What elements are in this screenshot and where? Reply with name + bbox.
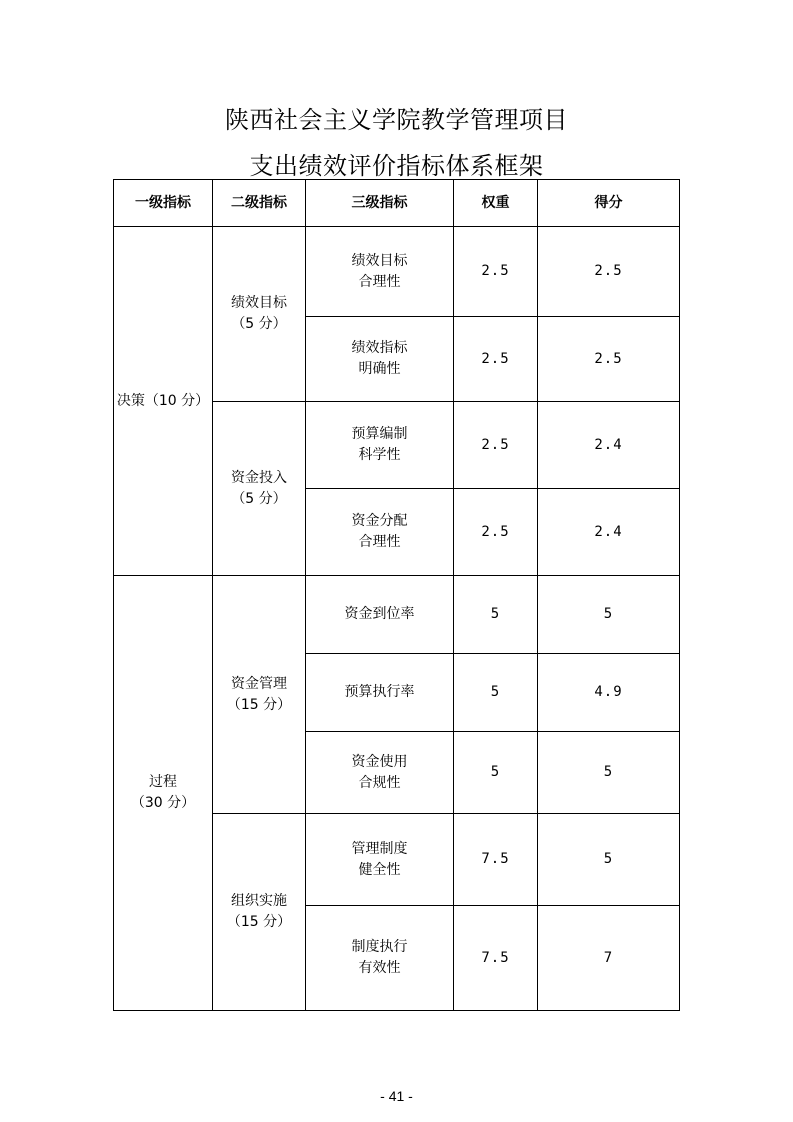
header-weight: 权重 xyxy=(454,180,538,227)
level2-points: （15 分） xyxy=(226,696,292,713)
score-cell: 4.9 xyxy=(538,654,680,732)
evaluation-table xyxy=(113,179,680,1011)
level2-points: （5 分） xyxy=(231,490,287,507)
level2-cell-fund-management xyxy=(213,576,306,814)
level2-cell-funding-input xyxy=(213,402,306,576)
level2-label: 绩效目标 xyxy=(231,295,287,311)
level3-cell xyxy=(306,489,454,576)
level1-cell-process xyxy=(114,576,213,1011)
level2-label: 资金投入 xyxy=(231,469,287,486)
level3-label: 资金使用 xyxy=(351,753,408,770)
weight-cell: 7.5 xyxy=(454,814,538,906)
weight-cell: 2.5 xyxy=(454,402,538,489)
level3-cell xyxy=(306,317,454,402)
score-cell: 5 xyxy=(538,576,680,654)
level3-label-cont: 合规性 xyxy=(358,774,401,791)
score-cell: 5 xyxy=(538,814,680,906)
header-level3: 三级指标 xyxy=(306,180,454,227)
level2-label: 资金管理 xyxy=(231,675,287,692)
weight-cell: 5 xyxy=(454,654,538,732)
level3-label: 预算执行率 xyxy=(344,684,415,700)
level2-points: （15 分） xyxy=(226,914,292,930)
weight-cell: 7.5 xyxy=(454,906,538,1011)
level3-label-cont: 健全性 xyxy=(358,861,401,878)
level3-label: 绩效指标 xyxy=(351,340,408,356)
table-row xyxy=(114,576,680,654)
level3-label: 资金分配 xyxy=(351,513,408,529)
level1-label: 过程 xyxy=(149,774,177,790)
table-header-row xyxy=(114,180,680,227)
document-title-line1: 陕西社会主义学院教学管理项目 xyxy=(225,106,568,134)
level1-cell-decision xyxy=(114,227,213,576)
score-cell: 2.5 xyxy=(538,317,680,402)
score-cell: 7 xyxy=(538,906,680,1011)
weight-cell: 2.5 xyxy=(454,317,538,402)
document-title-line2: 支出绩效评价指标体系框架 xyxy=(249,152,544,180)
header-score: 得分 xyxy=(538,180,680,227)
level3-label-cont: 明确性 xyxy=(358,361,401,377)
page-number: - 41 - xyxy=(380,1088,413,1104)
level3-label-cont: 合理性 xyxy=(358,273,401,290)
weight-cell: 5 xyxy=(454,732,538,814)
score-cell: 2.4 xyxy=(538,489,680,576)
header-level1: 一级指标 xyxy=(114,180,213,227)
weight-cell: 2.5 xyxy=(454,489,538,576)
level3-label: 资金到位率 xyxy=(344,606,415,622)
level3-cell xyxy=(306,227,454,317)
level2-cell-organization xyxy=(213,814,306,1011)
weight-cell: 2.5 xyxy=(454,227,538,317)
level3-cell xyxy=(306,576,454,654)
level3-label-cont: 有效性 xyxy=(358,960,401,976)
level3-label: 预算编制 xyxy=(351,426,408,442)
header-level2: 二级指标 xyxy=(213,180,306,227)
level1-points: （30 分） xyxy=(130,795,196,811)
level3-label-cont: 合理性 xyxy=(358,534,401,550)
level3-cell xyxy=(306,654,454,732)
score-cell: 2.4 xyxy=(538,402,680,489)
score-cell: 5 xyxy=(538,732,680,814)
level3-label: 管理制度 xyxy=(351,840,408,857)
table-row xyxy=(114,227,680,317)
score-cell: 2.5 xyxy=(538,227,680,317)
weight-cell: 5 xyxy=(454,576,538,654)
level3-cell xyxy=(306,732,454,814)
level2-label: 组织实施 xyxy=(231,893,287,909)
level3-label: 制度执行 xyxy=(351,939,408,955)
level3-label: 绩效目标 xyxy=(351,252,408,269)
level2-points: （5 分） xyxy=(231,316,287,332)
level1-label: 决策（10 分） xyxy=(116,392,210,409)
level3-cell xyxy=(306,814,454,906)
level2-cell-performance-goal xyxy=(213,227,306,402)
level3-cell xyxy=(306,906,454,1011)
level3-label-cont: 科学性 xyxy=(358,447,401,463)
level3-cell xyxy=(306,402,454,489)
